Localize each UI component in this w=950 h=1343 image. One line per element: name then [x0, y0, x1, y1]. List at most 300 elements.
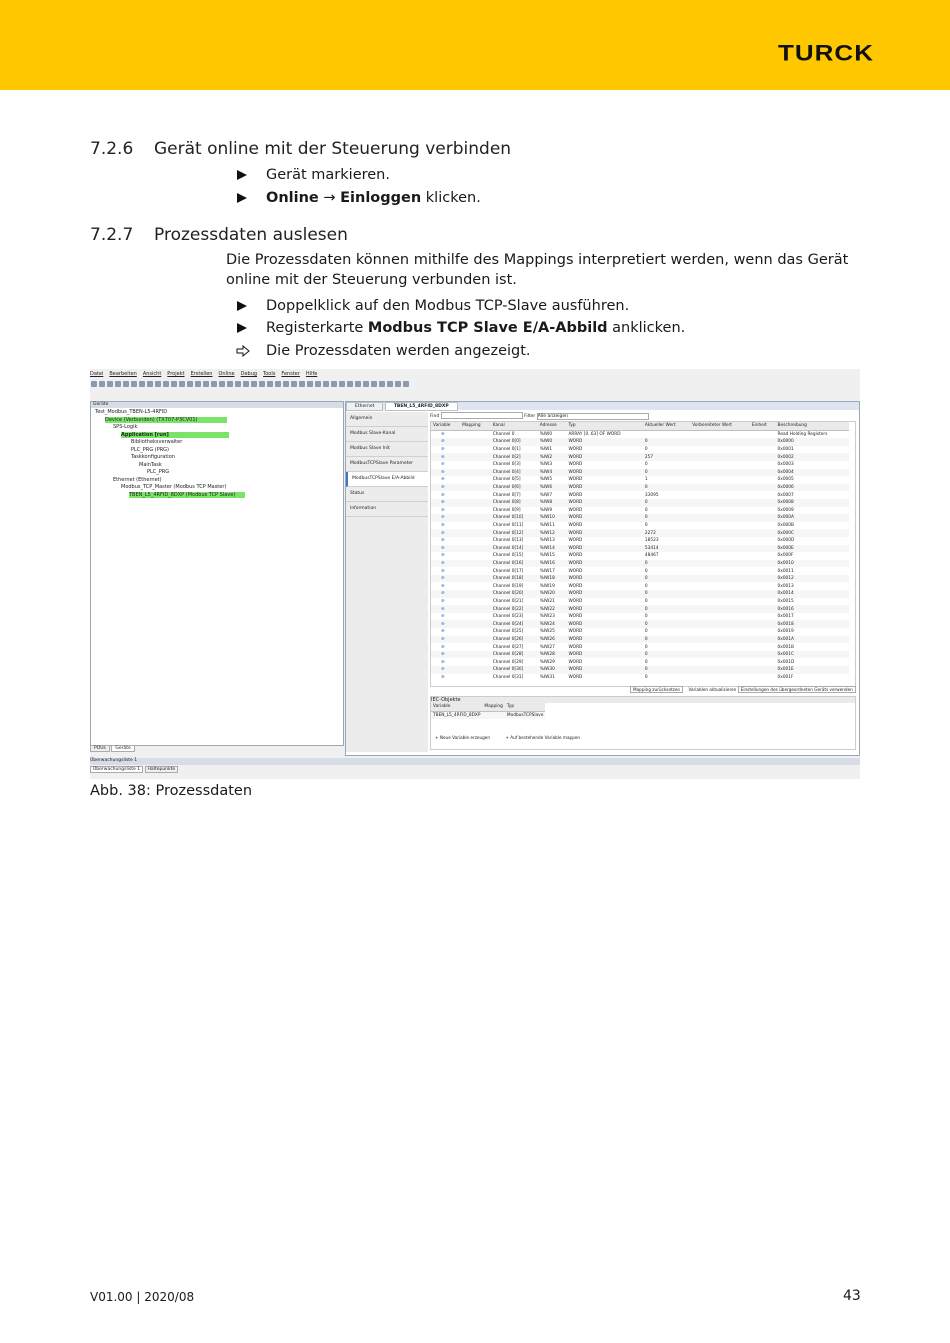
tree-item-label: Device (Verbunden) (TX707-P3CV01) — [105, 417, 227, 423]
mapping-cell — [460, 469, 491, 477]
column-header[interactable]: Aktueller Wert — [643, 422, 690, 430]
unit-cell — [750, 545, 776, 553]
unit-cell — [750, 567, 776, 575]
variable-cell: ⊕ — [441, 568, 445, 574]
mapping-cell — [460, 453, 491, 461]
mapping-cell — [460, 620, 491, 628]
variable-cell: ⊕ — [431, 666, 460, 674]
table-row[interactable] — [431, 545, 849, 553]
type-cell: WORD — [568, 507, 583, 513]
table-row[interactable] — [431, 674, 849, 682]
type-cell: WORD — [566, 469, 642, 477]
tree-item[interactable]: PLC_PRG — [147, 469, 170, 475]
io-mapping-table — [430, 421, 856, 687]
channel-cell: Channel 0[15] — [492, 553, 524, 559]
unit-cell — [750, 476, 776, 484]
description-cell: 0x001E — [776, 666, 849, 674]
prepared-value-cell — [690, 636, 750, 644]
table-row[interactable] — [431, 446, 849, 454]
document-tabs — [346, 402, 859, 410]
current-value-cell: 0 — [644, 462, 648, 468]
table-row[interactable] — [431, 711, 545, 719]
tab-allgemein[interactable]: Allgemein — [346, 412, 428, 427]
type-cell: WORD — [568, 462, 583, 468]
prepared-value-cell — [690, 430, 750, 438]
description-cell: 0x000B — [777, 523, 794, 529]
current-value-cell: 53414 — [643, 545, 690, 553]
description-cell: 0x000F — [777, 553, 794, 559]
description-cell: 0x000A — [776, 514, 849, 522]
address-cell: %IW26 — [538, 636, 567, 644]
map-variable-button[interactable]: + Auf bestehende Variable mappen — [505, 735, 581, 740]
column-header[interactable]: Beschreibung — [776, 422, 849, 430]
channel-cell: Channel 0[4] — [491, 469, 538, 477]
figure-caption: Abb. 38: Prozessdaten — [90, 783, 253, 799]
mapping-cell — [460, 613, 491, 621]
table-row[interactable] — [431, 666, 849, 674]
tab-tben-slave[interactable]: TBEN_L5_4RFID_8DXP — [385, 402, 458, 411]
channel-cell: Channel 0[26] — [491, 636, 538, 644]
filter-value: Alle anzeigen — [537, 414, 568, 419]
column-header[interactable]: Einheit — [750, 422, 776, 430]
description-cell: 0x0009 — [777, 507, 794, 513]
description-cell: 0x001D — [777, 659, 795, 665]
type-cell: WORD — [568, 644, 583, 650]
address-cell: %IW30 — [538, 666, 567, 674]
mapping-cell — [460, 522, 491, 530]
table-row[interactable] — [431, 529, 849, 537]
type-cell: ARRAY [0..63] OF WORD — [568, 431, 621, 437]
tree-item[interactable]: Bibliotheksverwalter — [131, 439, 183, 445]
step-text — [266, 190, 481, 206]
mapping-cell — [460, 430, 491, 438]
mapping-cell — [460, 658, 491, 666]
table-row[interactable] — [431, 651, 849, 659]
prepared-value-cell — [690, 469, 750, 477]
tab-information[interactable]: Information — [346, 502, 428, 517]
channel-cell: Channel 0[13] — [492, 538, 524, 544]
address-cell: %IW25 — [539, 629, 555, 635]
variable-cell: ⊕ — [441, 477, 445, 483]
table-row[interactable] — [431, 514, 849, 522]
current-value-cell: 18523 — [644, 538, 659, 544]
description-cell: 0x0008 — [776, 499, 849, 507]
tree-item[interactable]: PLC_PRG (PRG) — [131, 446, 170, 453]
address-cell: %IW9 — [539, 507, 553, 513]
column-header: Typ — [505, 703, 545, 711]
tab-geraete[interactable]: Geräte — [111, 745, 134, 752]
variable-cell: ⊕ — [431, 453, 460, 461]
prepared-value-cell — [690, 484, 750, 492]
address-cell: %IW20 — [538, 590, 567, 598]
mapping-cell — [460, 666, 491, 674]
address-cell: %IW16 — [538, 560, 567, 568]
table-row[interactable] — [431, 643, 849, 651]
mapping-cell — [460, 674, 491, 682]
menu-item[interactable]: Datei — [90, 371, 104, 377]
channel-cell: Channel 0[11] — [492, 523, 524, 529]
svg-text:TURCK: TURCK — [778, 41, 874, 65]
current-value-cell: 0 — [643, 499, 690, 507]
step-pre: Registerkarte — [266, 320, 368, 336]
mapping-cell — [460, 636, 491, 644]
step-text: Doppelklick auf den Modbus TCP-Slave ausführen. — [266, 298, 630, 314]
unit-cell — [750, 453, 776, 461]
step-post: anklicken. — [607, 320, 686, 336]
mapping-cell — [460, 590, 491, 598]
type-cell: WORD — [566, 575, 642, 583]
description-cell: 0x0011 — [777, 568, 794, 574]
description-cell: 0x0016 — [776, 605, 849, 613]
iec-objects-table — [431, 703, 545, 719]
variable-cell: ⊕ — [431, 545, 460, 553]
tree-item[interactable]: Test_Modbus_TBEN-L5-4RFID — [95, 409, 168, 415]
description-cell: 0x0015 — [777, 598, 794, 604]
column-header[interactable]: Vorbereiteter Wert — [690, 422, 750, 430]
table-row[interactable] — [431, 453, 849, 461]
tree-item[interactable]: Modbus_TCP_Master (Modbus TCP Master) — [121, 484, 227, 490]
menu-item[interactable]: Erstellen — [190, 371, 213, 377]
variable-cell: ⊕ — [441, 431, 445, 437]
variable-cell: ⊕ — [431, 529, 460, 537]
current-value-cell: 0 — [644, 674, 648, 680]
variable-cell: ⊕ — [441, 447, 445, 453]
section-number: 7.2.7 — [90, 225, 134, 245]
address-cell: %IW6 — [538, 484, 567, 492]
table-row[interactable] — [431, 484, 849, 492]
step-text: Gerät markieren. — [266, 167, 390, 183]
description-cell: 0x0007 — [777, 492, 794, 498]
description-cell: 0x0017 — [777, 614, 794, 620]
type-cell: WORD — [568, 492, 583, 498]
channel-cell: Channel 0[27] — [492, 644, 524, 650]
table-row[interactable] — [431, 575, 849, 583]
device-editor-tabs — [346, 412, 428, 752]
update-variables-select[interactable]: Einstellungen des übergeordneten Geräts verwenden — [738, 686, 856, 693]
section-intro: Die Prozessdaten können mithilfe des Mappings interpretiert werden, wenn das Gerät online mit der Steuerung verbunden ist. — [226, 252, 849, 288]
table-row[interactable] — [431, 476, 849, 484]
variable-cell: ⊕ — [431, 605, 460, 613]
menu-bar — [90, 371, 550, 379]
watch-list-title: Überwachungsliste 1 — [90, 758, 860, 765]
tab-pous[interactable]: POUs — [90, 745, 110, 752]
variable-cell: ⊕ — [441, 553, 445, 559]
column-header[interactable]: Adresse — [538, 422, 567, 430]
current-value-cell: 0 — [644, 614, 648, 620]
table-row[interactable] — [431, 658, 849, 666]
type-cell: WORD — [568, 568, 583, 574]
unit-cell — [750, 484, 776, 492]
description-cell: Read Holding Registers — [777, 431, 828, 437]
address-cell: %IW27 — [539, 644, 555, 650]
unit-cell — [750, 620, 776, 628]
current-value-cell: 0 — [643, 438, 690, 446]
prepared-value-cell — [690, 628, 750, 636]
iec-variable: TBEN_L5_4RFID_8DXP — [433, 712, 481, 718]
description-cell: 0x0001 — [777, 447, 794, 453]
description-cell: 0x001B — [777, 644, 794, 650]
type-cell: WORD — [566, 484, 642, 492]
tab-status[interactable]: Status — [346, 487, 428, 502]
address-cell: %IW14 — [538, 545, 567, 553]
type-cell: WORD — [566, 620, 642, 628]
column-header[interactable]: Typ — [566, 422, 642, 430]
mapping-cell — [460, 484, 491, 492]
iec-objects-title: IEC-Objekte — [431, 697, 855, 703]
unit-cell — [750, 560, 776, 568]
menu-item[interactable]: Fenster — [281, 371, 300, 377]
table-row[interactable] — [431, 469, 849, 477]
unit-cell — [750, 636, 776, 644]
address-cell: %IW10 — [538, 514, 567, 522]
tree-item[interactable]: Ethernet (Ethernet) — [113, 476, 162, 483]
prepared-value-cell — [690, 537, 750, 545]
type-cell: WORD — [566, 545, 642, 553]
type-cell: WORD — [566, 529, 642, 537]
current-value-cell: 0 — [643, 484, 690, 492]
address-cell: %IW31 — [539, 674, 555, 680]
variable-cell: ⊕ — [441, 644, 445, 650]
table-row[interactable] — [431, 552, 849, 560]
table-row[interactable] — [431, 507, 849, 515]
table-row[interactable] — [431, 491, 849, 499]
description-cell: 0x0019 — [777, 629, 794, 635]
current-value-cell: 0 — [644, 447, 648, 453]
current-value-cell: 0 — [643, 469, 690, 477]
page-header — [0, 0, 950, 90]
prepared-value-cell — [690, 461, 750, 469]
description-cell: 0x000C — [776, 529, 849, 537]
type-cell: WORD — [568, 447, 583, 453]
variable-cell: ⊕ — [441, 659, 445, 665]
current-value-cell: 0 — [644, 523, 648, 529]
table-row[interactable] — [431, 582, 849, 590]
unit-cell — [750, 628, 776, 636]
mapping-cell — [460, 628, 491, 636]
prepared-value-cell — [690, 453, 750, 461]
tree-item[interactable] — [91, 417, 343, 425]
filter-select[interactable] — [537, 413, 649, 420]
current-value-cell: 48467 — [644, 553, 659, 559]
current-value-cell: 0 — [643, 651, 690, 659]
page-number: 43 — [843, 1288, 861, 1304]
unit-cell — [750, 605, 776, 613]
table-row[interactable] — [431, 636, 849, 644]
variable-cell: ⊕ — [431, 651, 460, 659]
address-cell: %IW13 — [539, 538, 555, 544]
type-cell: WORD — [568, 477, 583, 483]
type-cell: WORD — [568, 629, 583, 635]
variable-cell: ⊕ — [431, 590, 460, 598]
mapping-cell — [460, 529, 491, 537]
variable-cell: ⊕ — [441, 492, 445, 498]
section-heading-726 — [90, 139, 511, 159]
variable-cell: ⊕ — [431, 484, 460, 492]
column-header[interactable]: Variable — [431, 422, 460, 430]
menu-item[interactable]: Tools — [263, 371, 276, 377]
step-bold-login: Einloggen — [340, 190, 422, 206]
prepared-value-cell — [690, 674, 750, 682]
address-cell: %IW23 — [539, 614, 555, 620]
channel-cell: Channel 0[19] — [492, 583, 524, 589]
type-cell: WORD — [568, 583, 583, 589]
prepared-value-cell — [690, 658, 750, 666]
prepared-value-cell — [690, 575, 750, 583]
menu-item[interactable]: Projekt — [167, 371, 185, 377]
address-cell: %IW22 — [538, 605, 567, 613]
menu-item[interactable]: Debug — [240, 371, 258, 377]
current-value-cell: 0 — [644, 629, 648, 635]
mapping-cell — [460, 476, 491, 484]
mapping-cell — [460, 491, 491, 499]
tab-slave-init[interactable]: Modbus Slave Init — [346, 442, 428, 457]
table-row[interactable] — [431, 499, 849, 507]
tab-watch-list[interactable]: Überwachungsliste 1 — [90, 766, 143, 773]
variable-cell: ⊕ — [431, 499, 460, 507]
table-row[interactable] — [431, 598, 849, 606]
column-header[interactable]: Mapping — [460, 422, 491, 430]
add-variable-button[interactable]: + Neue Variable erzeugen — [435, 735, 491, 740]
tree-item[interactable]: SPS-Logik — [113, 424, 138, 430]
prepared-value-cell — [690, 613, 750, 621]
unit-cell — [750, 643, 776, 651]
table-row[interactable] — [431, 628, 849, 636]
table-row[interactable] — [431, 560, 849, 568]
menu-item[interactable]: Bearbeiten — [109, 371, 137, 377]
variable-cell: ⊕ — [441, 674, 445, 680]
table-row[interactable] — [431, 613, 849, 621]
reset-mapping-button[interactable]: Mapping zurücksetzen — [630, 686, 683, 693]
prepared-value-cell — [690, 598, 750, 606]
menu-item[interactable]: Hilfe — [305, 371, 318, 377]
column-header: Variable — [431, 703, 482, 711]
triangle-bullet-icon — [236, 300, 248, 312]
arrow-right-icon: → — [323, 190, 336, 206]
table-row[interactable] — [431, 567, 849, 575]
description-cell: 0x0004 — [776, 469, 849, 477]
mapping-cell — [460, 651, 491, 659]
triangle-bullet-icon — [236, 192, 248, 204]
table-row[interactable] — [431, 605, 849, 613]
type-cell: WORD — [566, 605, 642, 613]
address-cell: %IW0 — [538, 438, 567, 446]
address-cell: %IW17 — [539, 568, 555, 574]
current-value-cell: 0 — [644, 583, 648, 589]
tree-item[interactable]: Taskkonfiguration — [131, 454, 175, 460]
tree-item[interactable]: MainTask — [139, 461, 162, 468]
unit-cell — [750, 507, 776, 515]
result-text: Die Prozessdaten werden angezeigt. — [266, 343, 531, 359]
variable-cell: ⊕ — [431, 575, 460, 583]
address-cell: %IW15 — [539, 553, 555, 559]
prepared-value-cell — [690, 507, 750, 515]
channel-cell: Channel 0[0] — [491, 438, 538, 446]
address-cell: %IW18 — [538, 575, 567, 583]
type-cell: WORD — [566, 453, 642, 461]
description-cell: 0x001F — [777, 674, 794, 680]
table-row[interactable] — [431, 522, 849, 530]
unit-cell — [750, 666, 776, 674]
mapping-cell — [460, 567, 491, 575]
current-value-cell: 0 — [644, 659, 648, 665]
address-cell: %IW29 — [539, 659, 555, 665]
current-value-cell: 0 — [643, 636, 690, 644]
table-row[interactable] — [431, 590, 849, 598]
channel-cell: Channel 0[18] — [491, 575, 538, 583]
editor-pane — [345, 401, 860, 756]
address-cell: %IW0 — [539, 431, 553, 437]
unit-cell — [750, 651, 776, 659]
prepared-value-cell — [690, 499, 750, 507]
io-table — [431, 422, 849, 681]
current-value-cell: 1 — [644, 477, 648, 483]
step-bold: Modbus TCP Slave E/A-Abbild — [367, 320, 608, 336]
find-input[interactable] — [441, 412, 523, 419]
step-rest: klicken. — [421, 190, 481, 206]
menu-item[interactable]: Ansicht — [142, 371, 162, 377]
table-row[interactable] — [431, 438, 849, 446]
current-value-cell: 0 — [643, 620, 690, 628]
unit-cell — [750, 446, 776, 454]
address-cell: %IW3 — [539, 462, 553, 468]
description-cell: 0x000D — [777, 538, 795, 544]
type-cell: WORD — [566, 636, 642, 644]
type-cell: WORD — [566, 590, 642, 598]
table-row[interactable] — [431, 620, 849, 628]
current-value-cell: 0 — [643, 575, 690, 583]
variable-cell: ⊕ — [431, 636, 460, 644]
channel-cell: Channel 0[9] — [492, 507, 521, 513]
table-actions — [630, 687, 856, 692]
unit-cell — [750, 582, 776, 590]
prepared-value-cell — [690, 529, 750, 537]
result-arrow-icon — [236, 345, 250, 357]
channel-cell: Channel 0[8] — [491, 499, 538, 507]
column-header: Mapping — [484, 704, 503, 710]
prepared-value-cell — [690, 438, 750, 446]
channel-cell: Channel 0[23] — [492, 614, 524, 620]
column-header[interactable]: Kanal — [491, 422, 538, 430]
prepared-value-cell — [690, 651, 750, 659]
table-row[interactable] — [431, 537, 849, 545]
section-title: Prozessdaten auslesen — [154, 225, 348, 245]
description-cell: 0x000E — [776, 545, 849, 553]
tab-breakpoints[interactable]: Haltepunkte — [145, 766, 179, 773]
current-value-cell: 257 — [643, 453, 690, 461]
prepared-value-cell — [690, 560, 750, 568]
toolbar — [90, 380, 430, 389]
table-row[interactable] — [431, 430, 849, 438]
description-cell: 0x001A — [776, 636, 849, 644]
current-value-cell: 0 — [644, 644, 648, 650]
unit-cell — [750, 552, 776, 560]
tab-slave-parameter[interactable]: ModbusTCPSlave Parameter — [346, 457, 428, 472]
table-row[interactable] — [431, 461, 849, 469]
bottom-tabs — [90, 767, 178, 772]
mapping-cell — [460, 643, 491, 651]
filter-label: Filter — [524, 414, 536, 419]
unit-cell — [750, 461, 776, 469]
tree-item[interactable] — [91, 432, 343, 440]
variable-cell: ⊕ — [431, 514, 460, 522]
tab-slave-channel[interactable]: Modbus Slave-Kanal — [346, 427, 428, 442]
prepared-value-cell — [690, 514, 750, 522]
tab-ethernet[interactable]: Ethernet — [346, 402, 383, 411]
menu-item[interactable]: Online — [218, 371, 235, 377]
tree-item[interactable] — [91, 492, 343, 500]
tree-item-label: Application [run] — [121, 432, 229, 438]
tab-io-image[interactable]: ModbusTCPSlave E/A-Abbild — [346, 472, 428, 487]
